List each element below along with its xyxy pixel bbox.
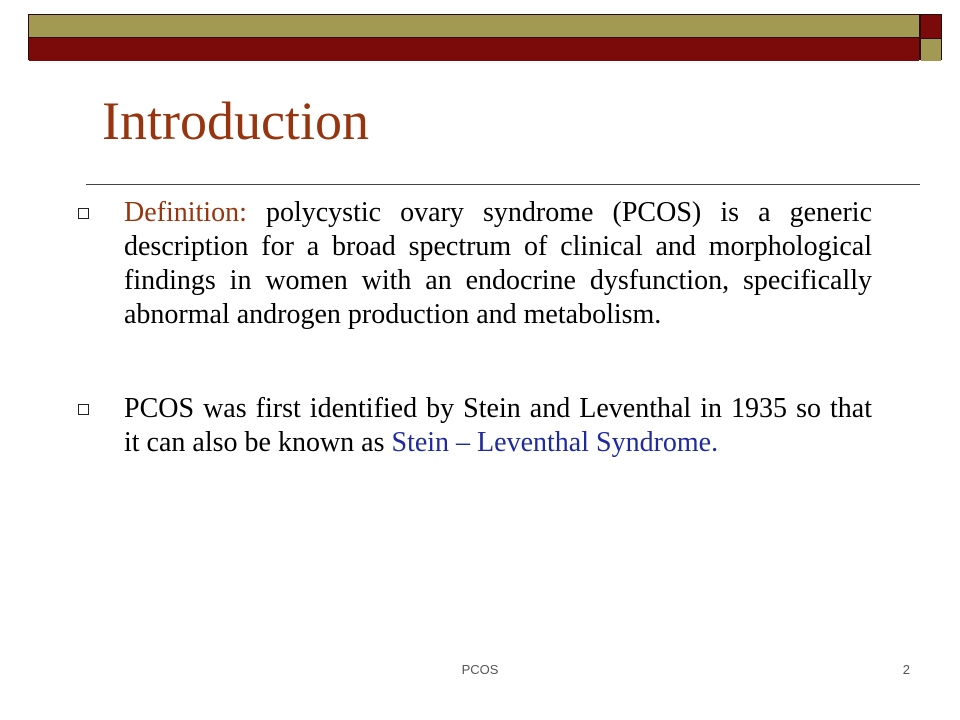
definition-label: Definition: — [124, 197, 247, 228]
title-divider — [86, 184, 920, 185]
top-bar-olive-stripe — [29, 15, 919, 37]
top-bar-maroon-stripe — [29, 37, 919, 61]
bullet-history — [72, 392, 872, 460]
corner-block-olive — [921, 39, 941, 61]
syndrome-name: Stein – Leventhal Syndrome. — [391, 427, 719, 458]
history-text: PCOS was first identified by Stein and Leventhal in 1935 so that it can also be known as — [124, 393, 872, 458]
top-corner-block — [920, 14, 942, 60]
top-decorative-bar — [28, 14, 920, 60]
definition-text: polycystic ovary syndrome (PCOS) is a generic description for a broad spectrum of clinical and morphological findings in women with an endocrine dysfunction, specifically abnormal androgen production and metabolism. — [124, 197, 872, 330]
slide-title: Introduction — [102, 91, 369, 151]
footer-title: PCOS — [461, 662, 499, 677]
bullet-list — [72, 196, 872, 460]
corner-block-maroon — [921, 15, 941, 39]
page-number: 2 — [902, 662, 910, 677]
bullet-definition — [72, 196, 872, 332]
square-bullet-icon — [78, 208, 89, 219]
square-bullet-icon — [78, 404, 89, 415]
